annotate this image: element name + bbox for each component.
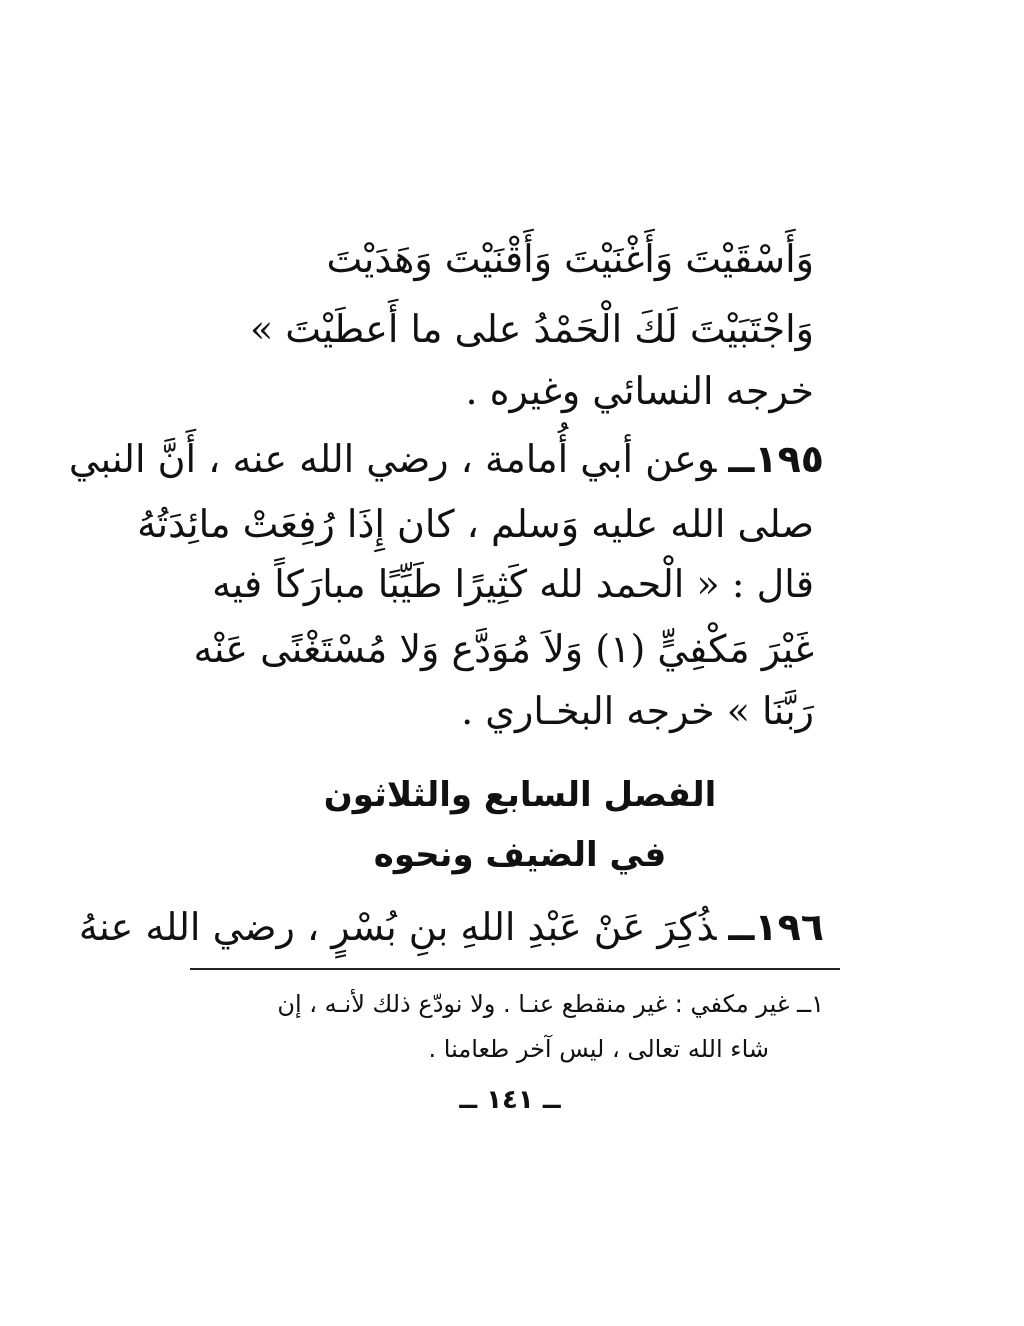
hadith-196-line-1 [78,905,824,968]
hadith-195-line-1 [68,437,824,500]
footnote-line-1: ١ــ غير مكفي : غير منقطع عنـا . ولا نودّع ذلك لأنـه ، إن [277,990,824,1018]
chapter-title: الفصل السابع والثلاثون [323,775,717,815]
body-line-3: خرجه النسائي وغيره . [465,369,814,413]
footnote-line-2: شاء الله تعالى ، ليس آخر طعامنا . [428,1035,769,1063]
hadith-195-text-1: وعن أبي أُمامة ، رضي الله عنه ، أَنَّ النبي [68,437,717,481]
hadith-196-text: ذُكِرَ عَنْ عَبْدِ اللهِ بنِ بُسْرٍ ، رضي الله عنهُ [78,905,717,949]
hadith-195-line-5: رَبَّنَا » خرجه البخـاري . [461,689,814,733]
hadith-195-line-2: صلى الله عليه وَسلم ، كان إِذَا رُفِعَتْ مائِدَتُهُ [137,502,814,546]
hadith-195-number: ١٩٥ــ [728,437,824,481]
hadith-196-number: ١٩٦ــ [728,905,824,949]
hadith-195-line-4: غَيْرَ مَكْفِيٍّ (١) وَلاَ مُوَدَّع وَلا مُسْتَغْنًى عَنْه [193,627,814,671]
body-line-2: وَاجْتَبَيْتَ لَكَ الْحَمْدُ على ما أَعطَيْتَ » [249,307,814,351]
page-number: ــ ١٤١ ــ [459,1085,561,1115]
hadith-195-line-3: قال : « الْحمد لله كَثِيرًا طَيِّبًا مبارَكاً فيه [212,562,814,606]
chapter-subtitle: في الضيف ونحوه [373,835,667,875]
footnote-divider [190,968,840,970]
body-line-1: وَأَسْقَيْتَ وَأَغْنَيْتَ وَأَقْنَيْتَ وَهَدَيْتَ [326,237,814,281]
